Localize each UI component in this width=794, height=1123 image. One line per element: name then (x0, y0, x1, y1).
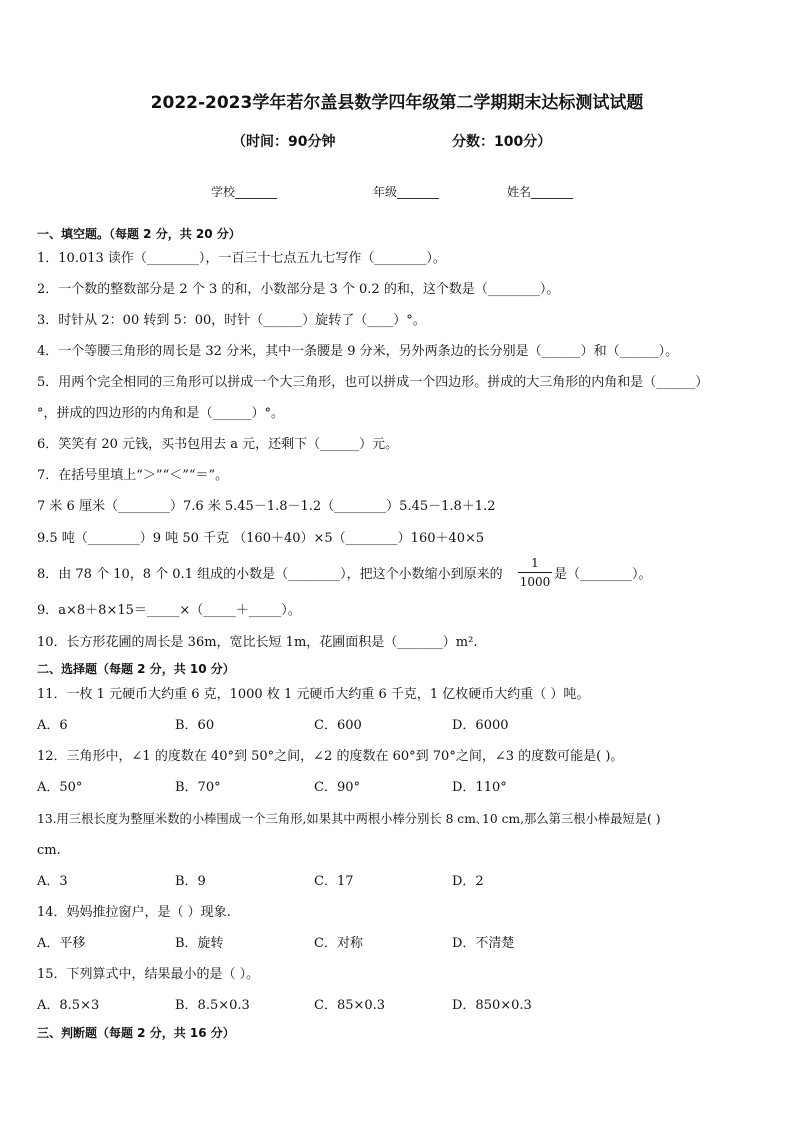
question-14-option-a: A．平移 (37, 936, 86, 951)
section-heading-true-false: 三、判断题（每题 2 分，共 16 分） (37, 1026, 235, 1040)
question-7: 7．在括号里填上“＞”“＜”“＝”。 (37, 468, 229, 483)
question-5-line1: 5．用两个完全相同的三角形可以拼成一个大三角形，也可以拼成一个四边形。拼成的大三角形的内角和是（______） (37, 375, 709, 390)
fraction (518, 556, 552, 589)
question-13-option-c: C．17 (314, 874, 354, 889)
exam-score: 分数：100分） (452, 134, 552, 150)
question-11-option-a: A．6 (37, 718, 68, 733)
question-8-part2: 是（________）。 (554, 567, 652, 582)
question-10: 10．长方形花圃的周长是 36m，宽比长短 1m，花圃面积是（_______）m². (37, 635, 478, 650)
question-7-row1: 7 米 6 厘米（________）7.6 米 5.45－1.8－1.2（________）5.45－1.8＋1.2 (37, 499, 496, 514)
question-12: 12．三角形中，∠1 的度数在 40°到 50°之间，∠2 的度数在 60°到 70°之间，∠3 的度数可能是( )。 (37, 749, 624, 764)
question-14-option-b: B．旋转 (175, 936, 224, 951)
question-15-option-a: A．8.5×3 (37, 998, 100, 1013)
question-3: 3．时针从 2：00 转到 5：00，时针（______）旋转了（____）°。 (37, 313, 426, 328)
question-14-option-d: D．不清楚 (452, 936, 515, 951)
question-7-row2: 9.5 吨（________）9 吨 50 千克 （160＋40）×5（________）160＋40×5 (37, 531, 485, 546)
question-5-line2: °，拼成的四边形的内角和是（______）°。 (37, 406, 285, 421)
question-13-option-a: A．3 (37, 874, 68, 889)
fraction-bar (518, 572, 552, 573)
exam-title: 2022-2023学年若尔盖县数学四年级第二学期期末达标测试试题 (150, 93, 644, 113)
question-11: 11．一枚 1 元硬币大约重 6 克，1000 枚 1 元硬币大约重 6 千克，1 亿枚硬币大约重（ ）吨。 (37, 687, 590, 702)
question-2: 2．一个数的整数部分是 2 个 3 的和，小数部分是 3 个 0.2 的和，这个数是（________）。 (37, 282, 560, 297)
grade-field: 年级_______ (373, 185, 440, 199)
question-13-line2: cm. (37, 843, 61, 858)
question-15-option-c: C．85×0.3 (314, 998, 386, 1013)
question-13-line1: 13.用三根长度为整厘米数的小棒围成一个三角形,如果其中两根小棒分别长 8 cm､10 cm,那么第三根小棒最短是( ) (37, 812, 661, 826)
question-12-option-d: D．110° (452, 780, 507, 795)
question-6: 6．笑笑有 20 元钱，买书包用去 a 元，还剩下（______）元。 (37, 437, 399, 452)
question-15-option-d: D．850×0.3 (452, 998, 532, 1013)
question-12-option-a: A．50° (37, 780, 83, 795)
fraction-numerator: 1 (531, 556, 539, 570)
question-9: 9．a×8＋8×15＝_____×（_____＋_____）。 (37, 603, 301, 618)
question-4: 4．一个等腰三角形的周长是 32 分米，其中一条腰是 9 分米，另外两条边的长分别是（______）和（______）。 (37, 344, 679, 359)
question-14: 14．妈妈推拉窗户，是（ ）现象. (37, 905, 231, 920)
name-field: 姓名_______ (507, 185, 574, 199)
question-1: 1．10.013 读作（________），一百三十七点五九七写作（________）。 (37, 251, 446, 266)
fraction-denominator: 1000 (519, 575, 551, 589)
question-13-option-b: B．9 (175, 874, 206, 889)
question-13-option-d: D．2 (452, 874, 484, 889)
question-15: 15．下列算式中，结果最小的是（ ）。 (37, 967, 260, 982)
section-heading-multiple-choice: 二、选择题（每题 2 分，共 10 分） (37, 662, 235, 676)
question-12-option-c: C．90° (314, 780, 360, 795)
question-15-option-b: B．8.5×0.3 (175, 998, 250, 1013)
question-8-part1: 8．由 78 个 10，8 个 0.1 组成的小数是（________），把这个小数缩小到原来的 (37, 567, 503, 582)
question-11-option-b: B．60 (175, 718, 215, 733)
question-11-option-d: D．6000 (452, 718, 509, 733)
section-heading-fill-blank: 一、填空题。（每题 2 分，共 20 分） (37, 227, 241, 241)
question-12-option-b: B．70° (175, 780, 221, 795)
question-14-option-c: C．对称 (314, 936, 363, 951)
question-11-option-c: C．600 (314, 718, 362, 733)
school-field: 学校_______ (211, 185, 278, 199)
exam-time: （时间：90分钟 (232, 134, 336, 150)
